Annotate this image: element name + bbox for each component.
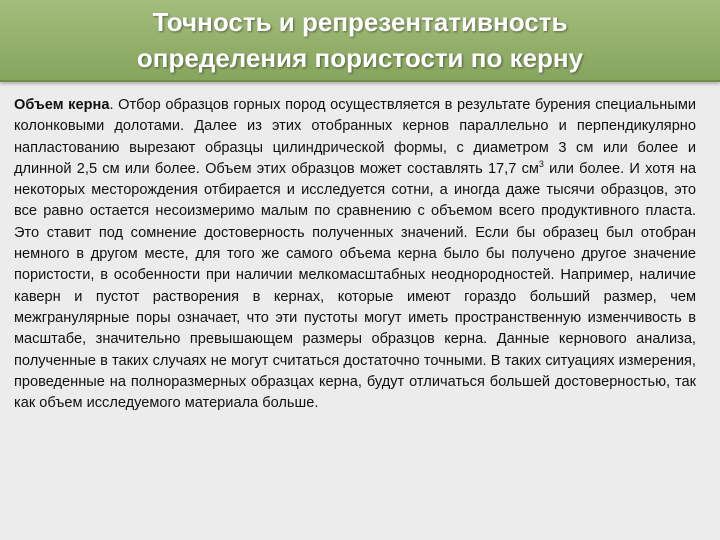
slide-title-line-1: Точность и репрезентативность [152,7,568,37]
lead-term: Объем керна [14,97,110,113]
body-text-part-1: . Отбор образцов горных пород осуществляется в результате бурения специальными колонковыми долотами. Далее из этих отобранных кернов параллельно и перпендикулярно напластованию вырезают образцы цилиндрической формы, с диаметром 3 см или более и длинной 2,5 см или более. Объем этих образцов может составлять 17,7 см [14,97,697,177]
title-banner [0,0,720,82]
slide-title [0,4,720,76]
body-text-part-2: или более. И хотя на некоторых месторождения отбирается и исследуется сотни, а иногда даже тысячи образцов, это все равно остается несоизмеримо малым по сравнению с объемом всего продуктивного пласта. Это ставит под сомнение достоверность полученных значений. Если бы образец был отобран немного в другом месте, для того же самого объема керна было бы получено другое значение пористости, в особенности при наличии мелкомасштабных неоднородностей. Например, наличие каверн и пустот растворения в кернах, которые имеют гораздо больший размер, чем межгранулярные поры означает, что эти пустоты могут иметь пространственную изменчивость в масштабе, значительно превышающем размеры образцов керна. Данные кернового анализа, полученные в таких случаях не могут считаться достаточно точными. В таких ситуациях измерения, проведенные на полноразмерных образцах керна, будут отличаться большей достоверностью, так как объем исследуемого материала больше. [14,160,696,412]
cubic-superscript: 3 [538,159,544,170]
slide-body-paragraph [14,95,696,414]
slide-title-line-2: определения пористости по керну [136,43,584,73]
